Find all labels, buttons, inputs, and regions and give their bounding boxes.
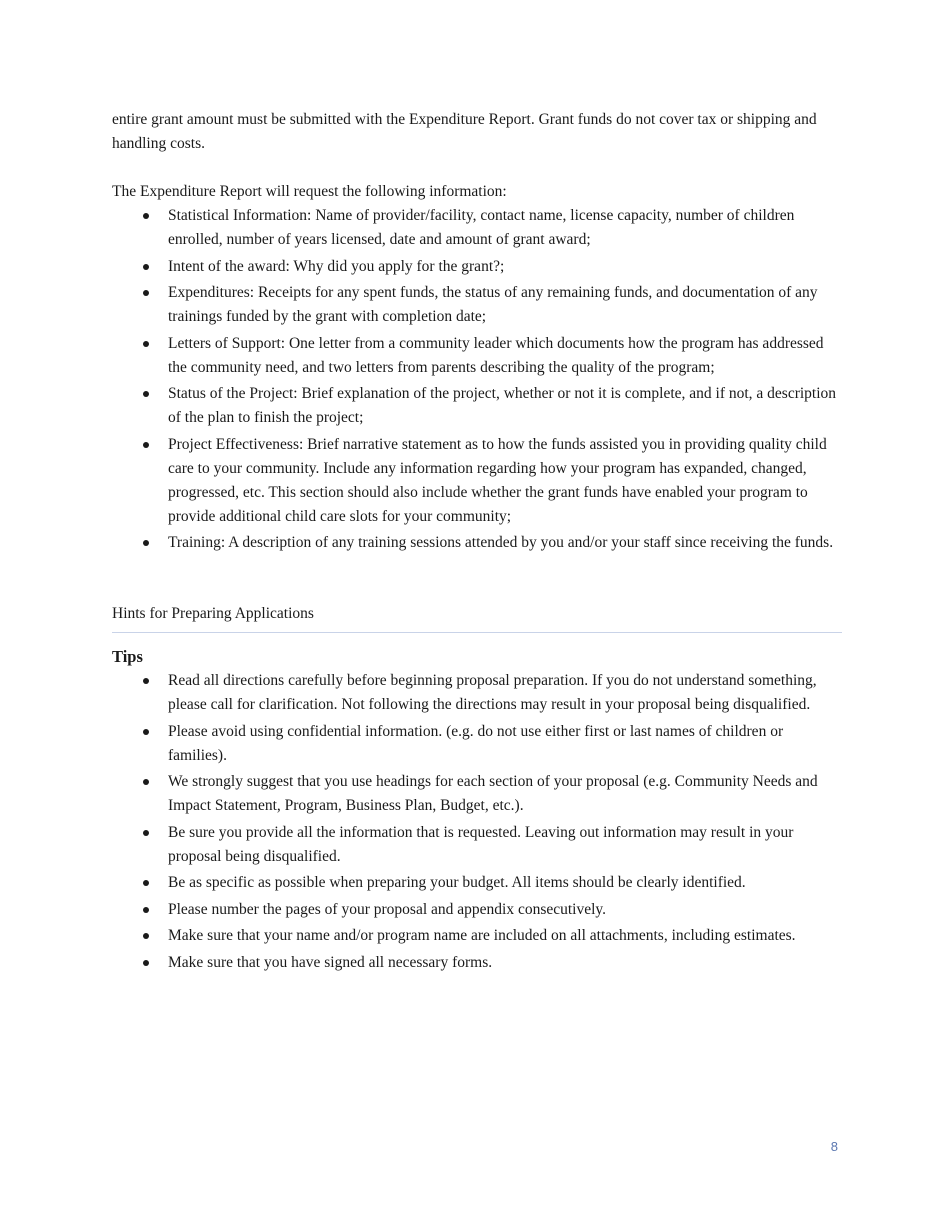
- bullet-icon: [143, 729, 149, 735]
- document-page: [112, 108, 842, 977]
- list-item: Intent of the award: Why did you apply for the grant?;: [112, 255, 842, 279]
- page-number: 8: [830, 1139, 838, 1154]
- opening-paragraph: entire grant amount must be submitted with the Expenditure Report. Grant funds do not cover tax or shipping and handling costs.: [112, 111, 817, 152]
- list-item: Make sure that you have signed all necessary forms.: [112, 951, 842, 975]
- tips-list: [112, 669, 842, 975]
- bullet-icon: [143, 391, 149, 397]
- list-item: Be as specific as possible when preparing your budget. All items should be clearly identified.: [112, 871, 842, 895]
- list-item: Expenditures: Receipts for any spent funds, the status of any remaining funds, and documentation of any trainings funded by the grant with completion date;: [112, 281, 842, 329]
- list-item: Be sure you provide all the information that is requested. Leaving out information may result in your proposal being disqualified.: [112, 821, 842, 869]
- bullet-icon: [143, 960, 149, 966]
- bullet-icon: [143, 540, 149, 546]
- bullet-icon: [143, 880, 149, 886]
- list-item: Please avoid using confidential information. (e.g. do not use either first or last names of children or families).: [112, 720, 842, 768]
- bullet-icon: [143, 341, 149, 347]
- list-item: Letters of Support: One letter from a community leader which documents how the program has addressed the community need, and two letters from parents describing the quality of the program;: [112, 332, 842, 380]
- bullet-icon: [143, 290, 149, 296]
- list-item: Status of the Project: Brief explanation of the project, whether or not it is complete, and if not, a description of the plan to finish the project;: [112, 382, 842, 430]
- bullet-icon: [143, 213, 149, 219]
- report-items-list: [112, 204, 842, 555]
- bullet-icon: [143, 442, 149, 448]
- section-heading: Hints for Preparing Applications: [112, 602, 842, 633]
- intro-paragraph: The Expenditure Report will request the following information:: [112, 183, 507, 200]
- list-item: Project Effectiveness: Brief narrative statement as to how the funds assisted you in providing quality child care to your community. Include any information regarding how your program has expanded, changed, progressed, etc. This section should also include whether the grant funds have enabled your program to provide additional child care slots for your community;: [112, 433, 842, 529]
- list-item: Training: A description of any training sessions attended by you and/or your staff since receiving the funds.: [112, 531, 842, 555]
- list-item: Read all directions carefully before beginning proposal preparation. If you do not understand something, please call for clarification. Not following the directions may result in your proposal being disqualified.: [112, 669, 842, 717]
- list-item: Please number the pages of your proposal and appendix consecutively.: [112, 898, 842, 922]
- bullet-icon: [143, 264, 149, 270]
- list-item: Statistical Information: Name of provider/facility, contact name, license capacity, number of children enrolled, number of years licensed, date and amount of grant award;: [112, 204, 842, 252]
- bullet-icon: [143, 933, 149, 939]
- bullet-icon: [143, 779, 149, 785]
- list-item: We strongly suggest that you use headings for each section of your proposal (e.g. Community Needs and Impact Statement, Program, Business Plan, Budget, etc.).: [112, 770, 842, 818]
- list-item: Make sure that your name and/or program name are included on all attachments, including estimates.: [112, 924, 842, 948]
- bullet-icon: [143, 907, 149, 913]
- bullet-icon: [143, 830, 149, 836]
- tips-heading: Tips: [112, 647, 143, 666]
- bullet-icon: [143, 678, 149, 684]
